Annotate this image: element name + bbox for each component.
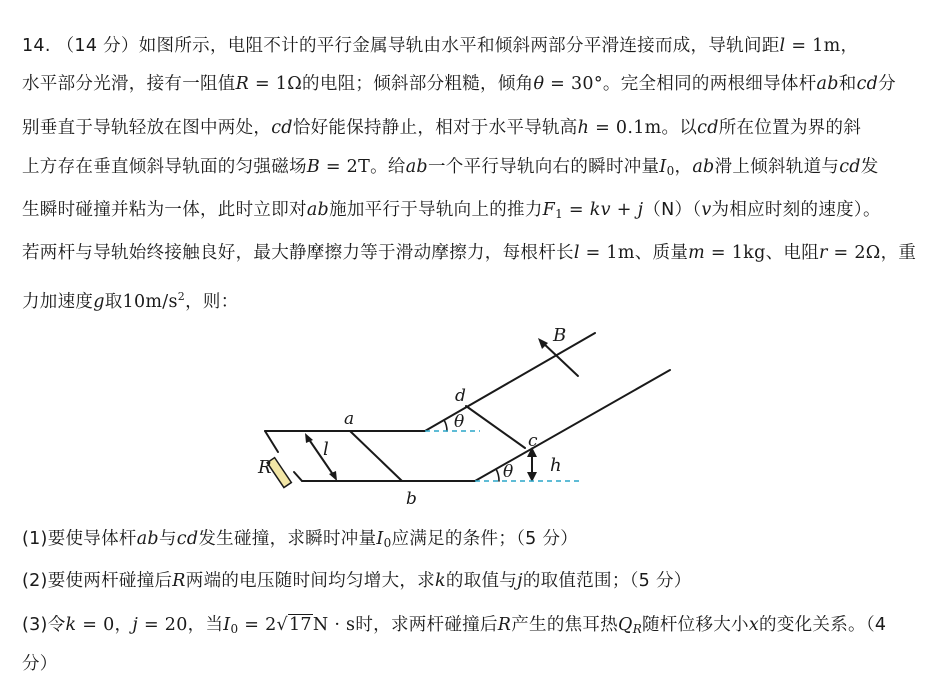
left-wire-lower bbox=[294, 472, 302, 481]
problem-line-7: 力加速度g取$10m/s^2$，则： bbox=[22, 290, 239, 312]
upper-inclined-rail bbox=[425, 333, 595, 431]
label-theta-bottom: θ bbox=[503, 462, 514, 482]
problem-line-2: 水平部分光滑，接有一阻值R = 1Ω的电阻；倾斜部分粗糙，倾角θ = 30°。完全相同的两根细导体杆ab和cd分 bbox=[22, 74, 896, 94]
theta-arc-top bbox=[444, 420, 447, 431]
length-arrow-head-bottom bbox=[329, 471, 337, 481]
question-3: (3)令k = 0，j = 20，当$I_0 = 2√17N \cdot s$时，求两杆碰撞后R产生的焦耳热$Q_R$随杆位移大小x的变化关系。（4 bbox=[22, 615, 887, 636]
length-arrow bbox=[308, 438, 334, 476]
field-arrow bbox=[542, 342, 578, 376]
question-1: (1)要使导体杆ab与cd发生碰撞，求瞬时冲量$I_0$应满足的条件；（5 分） bbox=[22, 529, 579, 550]
label-R: R bbox=[258, 457, 272, 478]
problem-line-4: 上方存在垂直倾斜导轨面的匀强磁场B = 2T。给ab一个平行导轨向右的瞬时冲量$I_0$，ab滑上倾斜轨道与cd发 bbox=[22, 157, 879, 178]
problem-line-5: 生瞬时碰撞并粘为一体，此时立即对ab施加平行于导轨向上的推力$F_1$ = kv + j（N）（v为相应时刻的速度）。 bbox=[22, 200, 881, 221]
rail-diagram bbox=[250, 318, 690, 513]
label-c: c bbox=[528, 431, 538, 451]
question-3-continued: 分） bbox=[22, 654, 58, 674]
rod-cd bbox=[466, 406, 525, 448]
problem-line-3: 别垂直于导轨轻放在图中两处，cd恰好能保持静止，相对于水平导轨高h = 0.1m。以cd所在位置为界的斜 bbox=[22, 118, 862, 138]
left-wire bbox=[265, 431, 278, 452]
length-arrow-head-top bbox=[305, 433, 313, 443]
problem-number: 14. bbox=[22, 36, 51, 56]
label-theta-top: θ bbox=[454, 412, 465, 432]
rod-ab bbox=[350, 431, 402, 481]
label-h: h bbox=[550, 455, 562, 476]
problem-score: （14 分） bbox=[56, 36, 139, 56]
problem-line-6: 若两杆与导轨始终接触良好，最大静摩擦力等于滑动摩擦力，每根杆长l = 1m、质量m = 1kg、电阻r = 2Ω，重 bbox=[22, 243, 917, 263]
label-a: a bbox=[344, 409, 355, 429]
label-l: l bbox=[323, 439, 329, 460]
question-2: (2)要使两杆碰撞后R两端的电压随时间均匀增大，求k的取值与j的取值范围；（5 分） bbox=[22, 571, 692, 591]
label-B: B bbox=[553, 325, 567, 346]
label-b: b bbox=[406, 489, 417, 509]
problem-line-1: 14. （14 分）如图所示，电阻不计的平行金属导轨由水平和倾斜两部分平滑连接而成，导轨间距l = 1m， bbox=[22, 36, 859, 56]
theta-arc-bottom bbox=[496, 469, 499, 481]
label-d: d bbox=[455, 386, 466, 406]
